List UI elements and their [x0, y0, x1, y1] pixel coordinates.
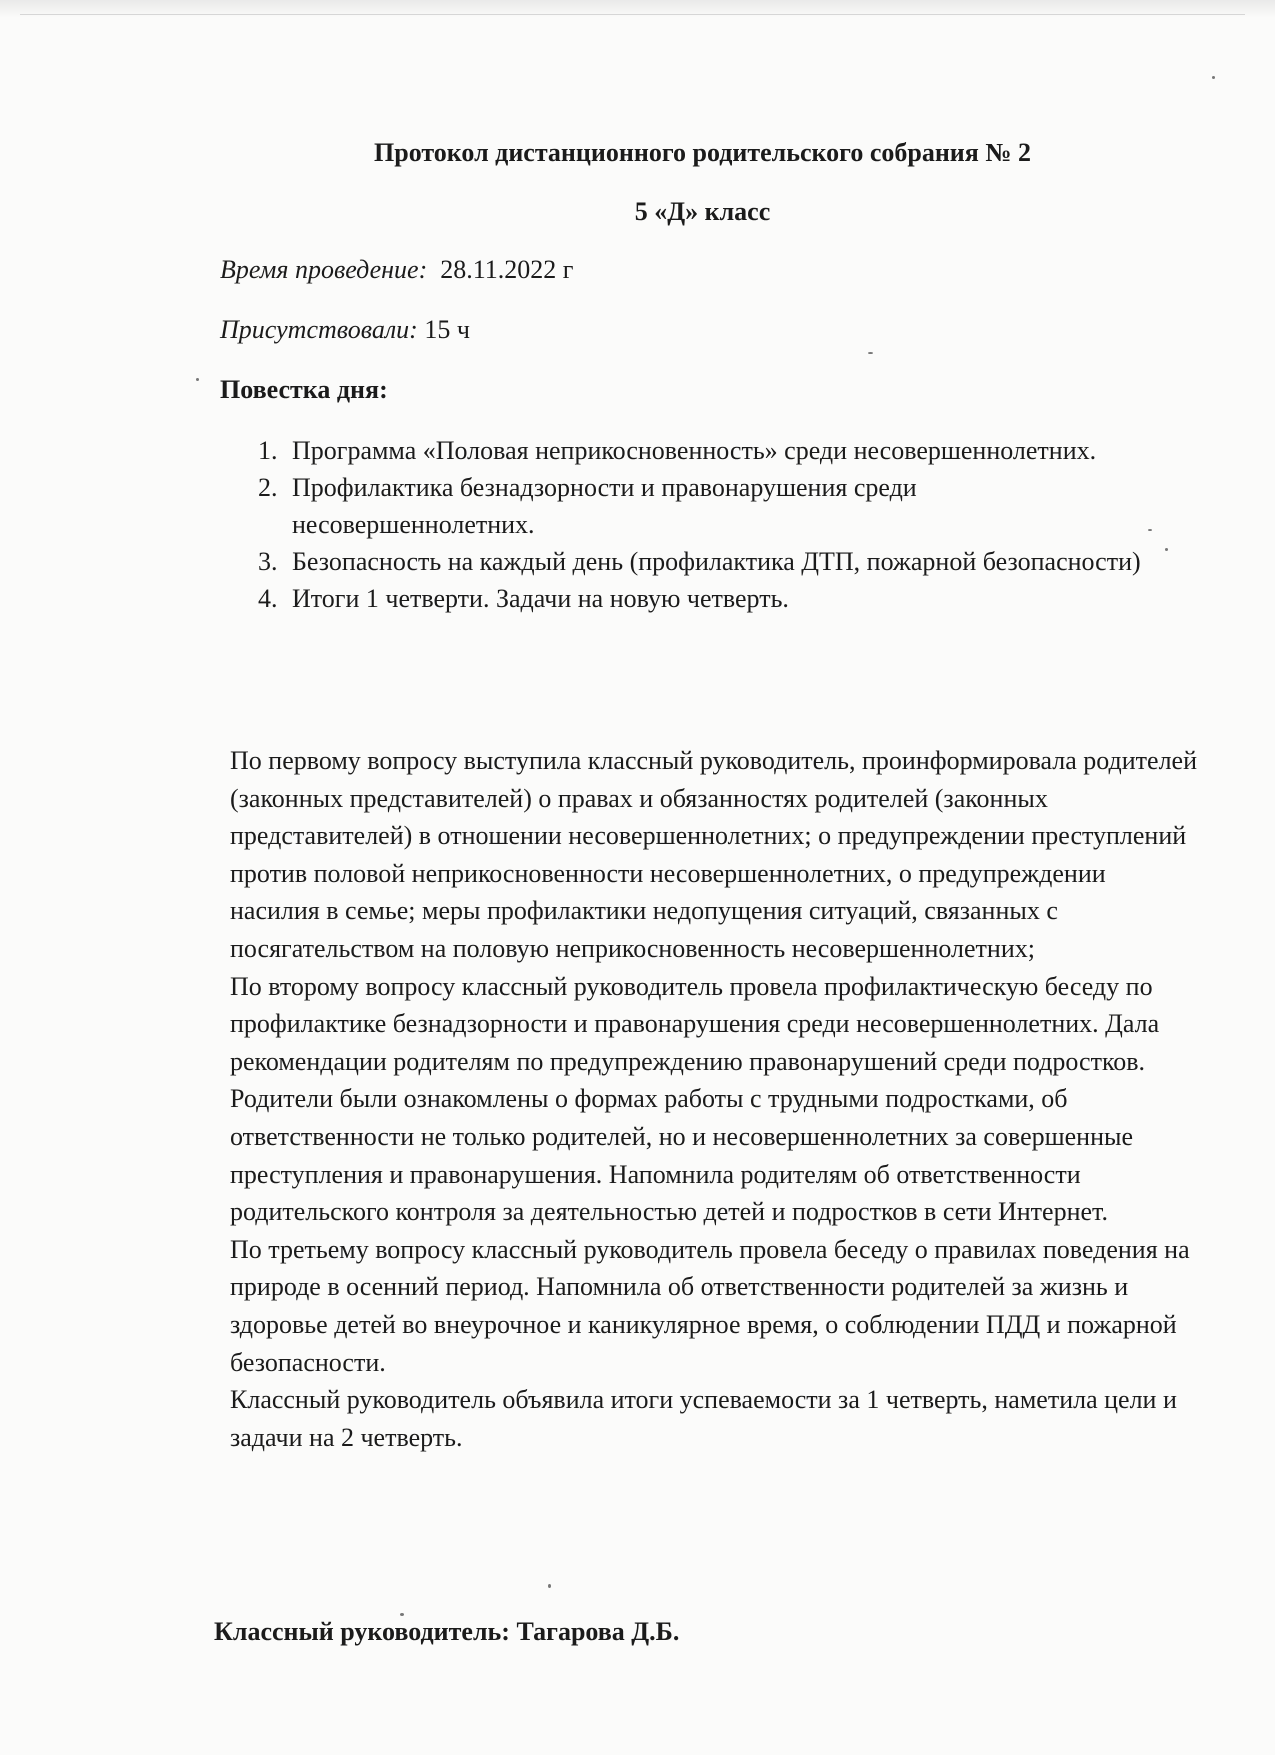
meeting-time: [220, 255, 573, 285]
paragraph-third-question: По третьему вопросу классный руководитель провела беседу о правилах поведения на природе в осенний период. Напомнила об ответственности родителей за жизнь и здоровье детей во внеурочное и каникулярное время, о соблюдении ПДД и пожарной безопасности.: [230, 1234, 1190, 1377]
agenda-item-text: Безопасность на каждый день (профилактика ДТП, пожарной безопасности): [292, 547, 1141, 576]
agenda-item-number: 3.: [258, 547, 278, 576]
paragraph-results: Классный руководитель объявила итоги успеваемости за 1 четверть, наметила цели и задачи на 2 четверть.: [230, 1385, 1177, 1452]
scan-speck: [196, 378, 199, 381]
agenda-item: [258, 432, 1158, 469]
attendance-value: 15 ч: [424, 315, 470, 344]
agenda-list: [258, 432, 1158, 617]
scan-speck: [1165, 548, 1168, 551]
scan-speck: [1212, 76, 1215, 79]
signature-line: Классный руководитель: Тагарова Д.Б.: [214, 1617, 680, 1646]
agenda-item: [258, 469, 1158, 543]
scan-speck: [548, 1584, 551, 1588]
meeting-time-value: 28.11.2022 г: [440, 255, 574, 284]
agenda-item-text: Профилактика безнадзорности и правонарушения среди несовершеннолетних.: [292, 473, 917, 539]
paragraph-second-question: По второму вопросу классный руководитель провела профилактическую беседу по профилактике безнадзорности и правонарушения среди несовершеннолетних. Дала рекомендации родителям по предупреждению правонарушений среди подростков. Родители были ознакомлены о формах работы с трудными подростками, об ответственности не только родителей, но и несовершеннолетних за совершенные преступления и правонарушения. Напомнила родителям об ответственности родительского контроля за деятельностью детей и подростков в сети Интернет.: [230, 971, 1160, 1227]
agenda-heading: Повестка дня:: [220, 375, 388, 404]
agenda-item-number: 4.: [258, 584, 278, 613]
agenda-item: [258, 580, 1158, 617]
document-title: Протокол дистанционного родительского собрания № 2: [374, 138, 1031, 167]
agenda-item-text: Итоги 1 четверти. Задачи на новую четверть.: [292, 584, 789, 613]
agenda-item-number: 1.: [258, 436, 278, 465]
document-subtitle: 5 «Д» класс: [634, 197, 771, 226]
agenda-item: [258, 543, 1158, 580]
scan-speck: [1148, 529, 1152, 531]
attendance-label: Присутствовали:: [220, 315, 418, 344]
paragraph-first-question: По первому вопросу выступила классный руководитель, проинформировала родителей (законных представителей) о правах и обязанностях родителей (законных представителей) в отношении несовершеннолетних; о предупреждении преступлений против половой неприкосновенности несовершеннолетних, о предупреждении насилия в семье; меры профилактики недопущения ситуаций, связанных с посягательством на половую неприкосновенность несовершеннолетних;: [230, 746, 1198, 963]
minutes-body: [230, 742, 1198, 1456]
scan-edge-line: [20, 14, 1245, 15]
agenda-item-text: Программа «Половая неприкосновенность» среди несовершеннолетних.: [292, 436, 1097, 465]
scan-speck: [868, 352, 873, 354]
attendance: [220, 315, 470, 345]
scan-speck: [400, 1613, 404, 1616]
agenda-item-number: 2.: [258, 473, 278, 502]
meeting-time-label: Время проведение:: [220, 255, 428, 284]
scan-edge-shadow: [0, 0, 1275, 18]
